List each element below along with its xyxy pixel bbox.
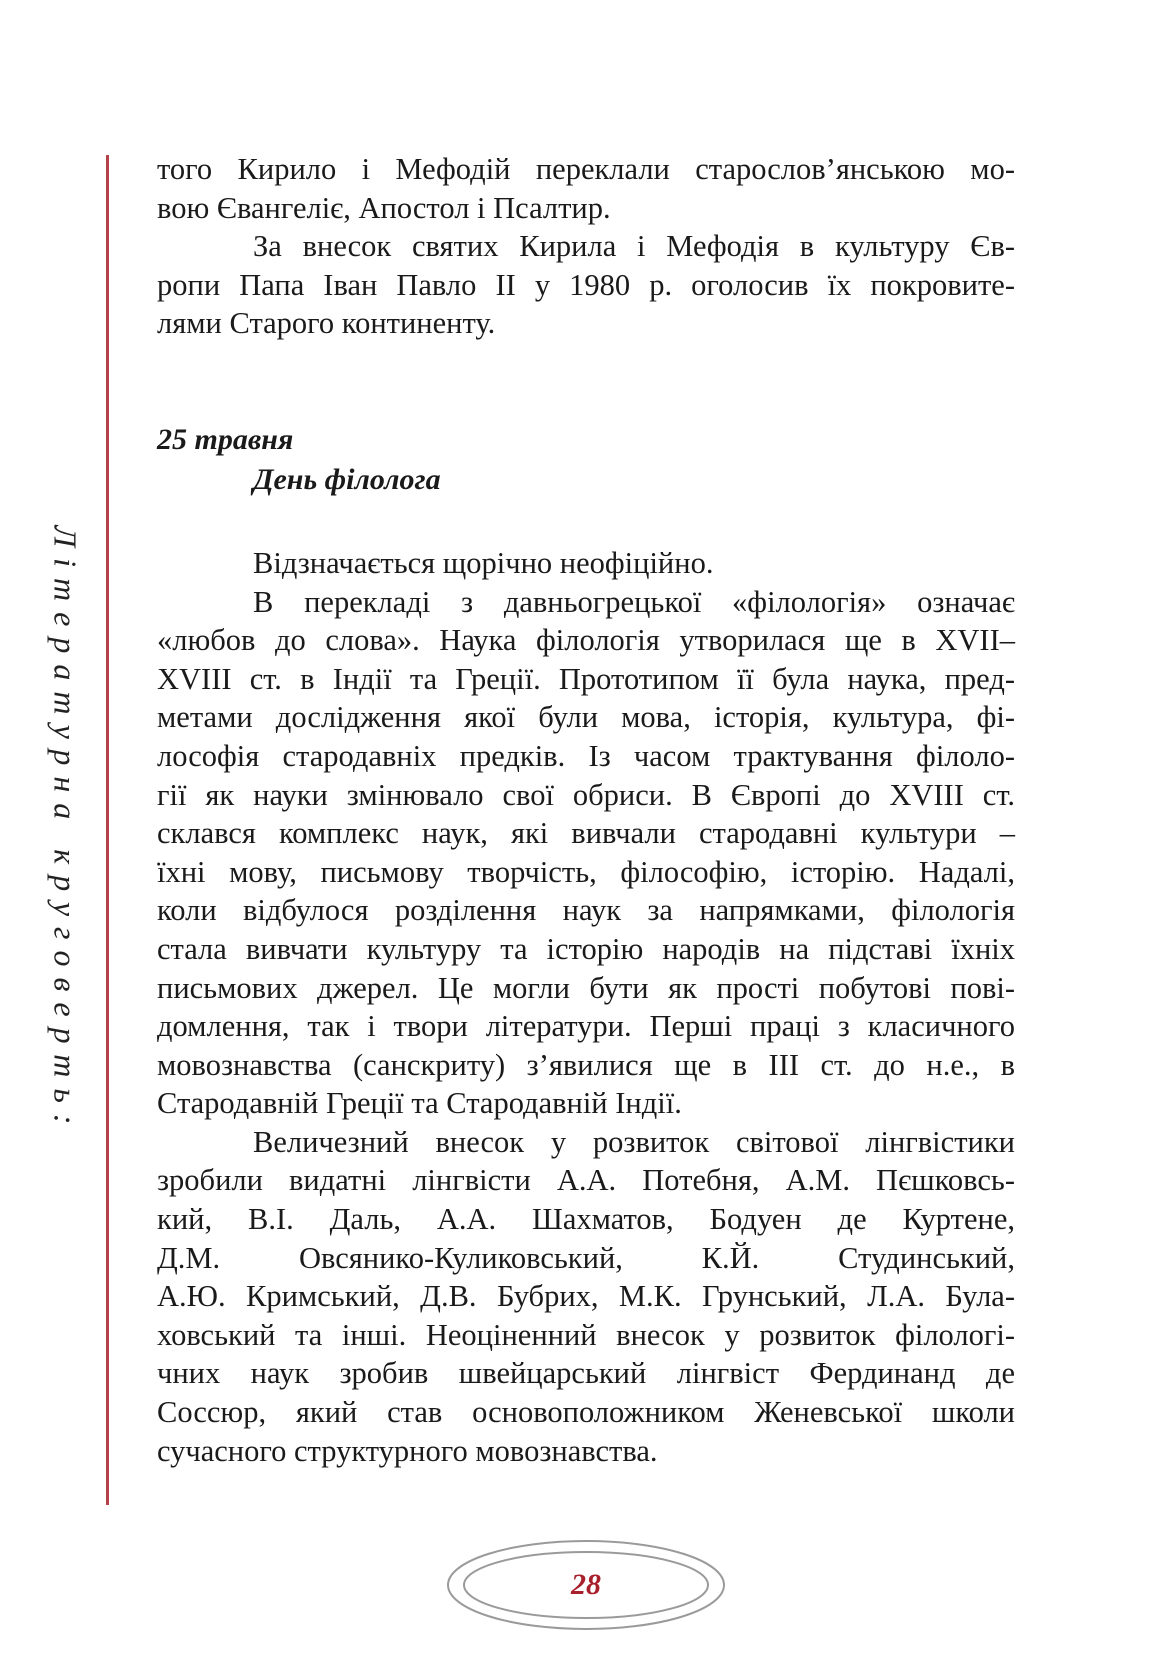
- body-line: Стародавній Греції та Стародавній Індії.: [157, 1086, 682, 1121]
- body-line: стала вивчати культуру та історію народів на підставі їхніх: [157, 931, 1015, 966]
- body-line: склався комплекс наук, які вивчали стародавні культури –: [157, 816, 1015, 851]
- body-line: зробили видатні лінгвісти А.А. Потебня, А.М. Пєшковсь-: [157, 1163, 1015, 1198]
- body-line: сучасного структурного мовознавства.: [157, 1433, 658, 1468]
- body-line: лософія стародавніх предків. Із часом трактування філоло-: [157, 738, 1015, 773]
- section-title: День філолога: [253, 462, 441, 496]
- side-running-title: [30, 524, 100, 1136]
- body-line: письмових джерел. Це могли бути як прості побутові пові-: [157, 970, 1015, 1005]
- body-line: ховський та інші. Неоціненний внесок у розвиток філологі-: [157, 1317, 1015, 1352]
- body-line: XVIII ст. в Індії та Греції. Прототипом її була наука, пред-: [157, 661, 1015, 696]
- body-line: ропи Папа Іван Павло ІІ у 1980 р. оголосив їх покровите-: [157, 267, 1015, 302]
- page-number: 28: [571, 1568, 601, 1601]
- section-date: 25 травня: [157, 422, 294, 456]
- body-line: Д.М. Овсянико-Куликовський, К.Й. Студинський,: [157, 1240, 1015, 1275]
- body-line: Соссюр, який став основоположником Женевської школи: [157, 1395, 1015, 1430]
- side-running-title-text: Літературна круговерть:: [47, 524, 84, 1136]
- body-line: А.Ю. Кримський, Д.В. Бубрих, М.К. Грунський, Л.А. Була-: [157, 1279, 1015, 1314]
- body-line: лями Старого континенту.: [157, 306, 496, 341]
- body-line: За внесок святих Кирила і Мефодія в культуру Єв-: [253, 229, 1015, 264]
- body-line: метами дослідження якої були мова, історія, культура, фі-: [157, 700, 1015, 735]
- body-line: домлення, так і твори літератури. Перші праці з класичного: [157, 1009, 1015, 1044]
- body-line: чних наук зробив швейцарський лінгвіст Фердинанд де: [157, 1356, 1015, 1391]
- margin-rule: [106, 155, 109, 1505]
- body-line: їхні мову, письмову творчість, філософію, історію. Надалі,: [157, 854, 1015, 889]
- body-line: гії як науки змінювало свої обриси. В Європі до XVIII ст.: [157, 777, 1015, 812]
- body-line: мовознавства (санскриту) з’явилися ще в ІІІ ст. до н.е., в: [157, 1047, 1015, 1082]
- body-line: Величезний внесок у розвиток світової лінгвістики: [253, 1124, 1015, 1159]
- page-number-badge: [445, 1536, 727, 1634]
- body-line: кий, В.І. Даль, А.А. Шахматов, Бодуен де Куртене,: [157, 1202, 1015, 1237]
- body-line: Відзначається щорічно неофіційно.: [253, 545, 714, 580]
- page-body: [157, 150, 1015, 1470]
- body-line: «любов до слова». Наука філологія утворилася ще в XVII–: [157, 623, 1015, 658]
- body-line: того Кирило і Мефодій переклали старослов’янською мо-: [157, 152, 1015, 186]
- body-line: вою Євангеліє, Апостол і Псалтир.: [157, 190, 611, 225]
- body-line: коли відбулося розділення наук за напрямками, філологія: [157, 893, 1015, 928]
- body-line: В перекладі з давньогрецької «філологія» означає: [253, 584, 1015, 619]
